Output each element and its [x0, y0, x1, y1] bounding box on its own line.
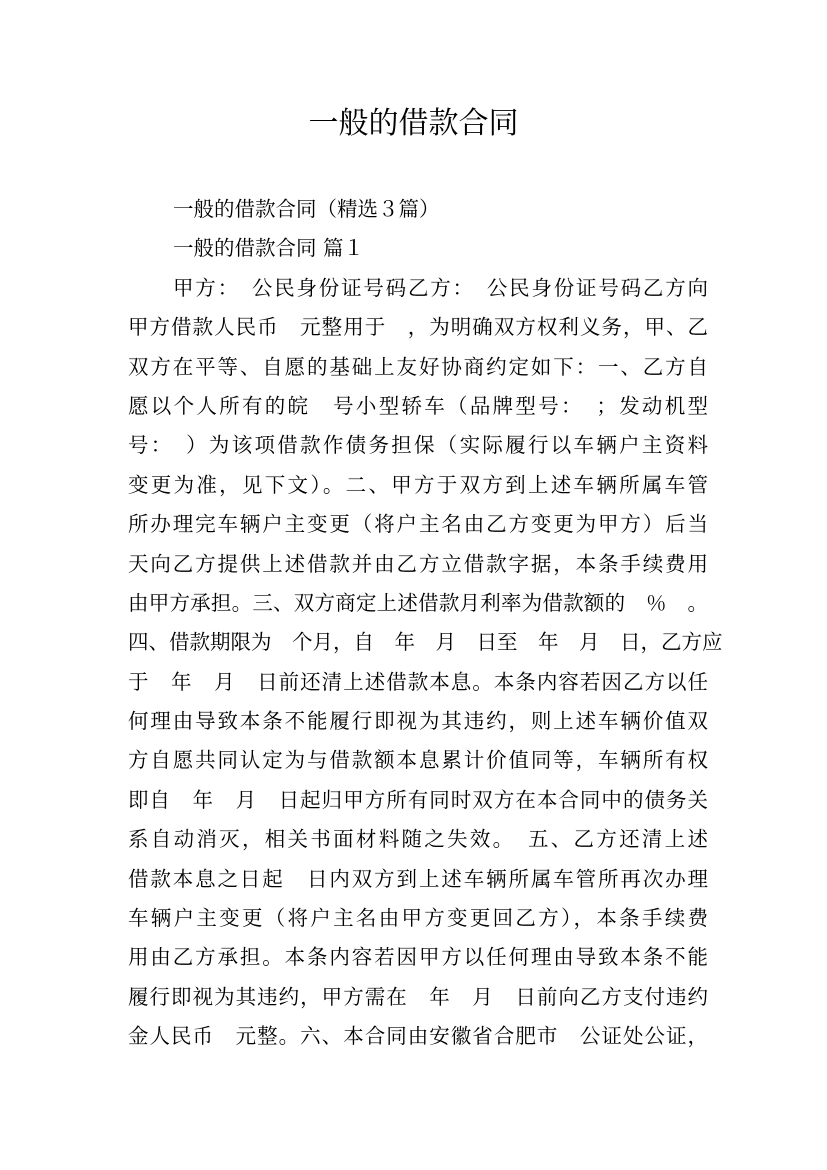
body-line: 四、借款期限为 个月，自 年 月 日至 年 月 日，乙方应 — [128, 630, 723, 655]
body-line: 金人民币 元整。六、本合同由安徽省合肥市 公证处公证， — [128, 1024, 708, 1049]
body-line: 即自 年 月 日起归甲方所有同时双方在本合同中的债务关 — [128, 787, 708, 812]
body-line: 双方在平等、自愿的基础上友好协商约定如下：一、乙方自 — [128, 354, 708, 379]
body-line: 借款本息之日起 日内双方到上述车辆所属车管所再次办理 — [128, 866, 708, 891]
body-line: 于 年 月 日前还清上述借款本息。本条内容若因乙方以任 — [128, 669, 708, 694]
body-line: 方自愿共同认定为与借款额本息累计价值同等，车辆所有权 — [128, 748, 708, 773]
section-heading: 一般的借款合同 篇１ — [173, 236, 365, 261]
body-line: 何理由导致本条不能履行即视为其违约，则上述车辆价值双 — [128, 709, 708, 734]
body-line: 愿以个人所有的皖 号小型轿车（品牌型号： ；发动机型 — [128, 393, 708, 418]
body-line: 变更为准，见下文）。二、甲方于双方到上述车辆所属车管 — [128, 472, 708, 497]
body-line: 号： ）为该项借款作债务担保（实际履行以车辆户主资料 — [128, 433, 708, 458]
document-body — [128, 190, 723, 1057]
body-line: 履行即视为其违约，甲方需在 年 月 日前向乙方支付违约 — [128, 984, 708, 1009]
body-line: 由甲方承担。三、双方商定上述借款月利率为借款额的 ％ 。 — [128, 590, 708, 615]
body-line: 系自动消灭，相关书面材料随之失效。 五、乙方还清上述 — [128, 827, 708, 852]
body-line: 天向乙方提供上述借款并由乙方立借款字据，本条手续费用 — [128, 551, 708, 576]
subtitle-line: 一般的借款合同（精选３篇） — [173, 197, 440, 221]
document-title: 一般的借款合同 — [308, 106, 519, 141]
body-line: 所办理完车辆户主变更（将户主名由乙方变更为甲方）后当 — [128, 512, 708, 537]
body-line: 车辆户主变更（将户主名由甲方变更回乙方），本条手续费 — [128, 906, 708, 931]
body-line: 甲方： 公民身份证号码乙方： 公民身份证号码乙方向 — [173, 275, 708, 300]
body-line: 甲方借款人民币 元整用于 ，为明确双方权利义务，甲、乙 — [128, 315, 708, 340]
body-line: 用由乙方承担。本条内容若因甲方以任何理由导致本条不能 — [128, 945, 708, 970]
